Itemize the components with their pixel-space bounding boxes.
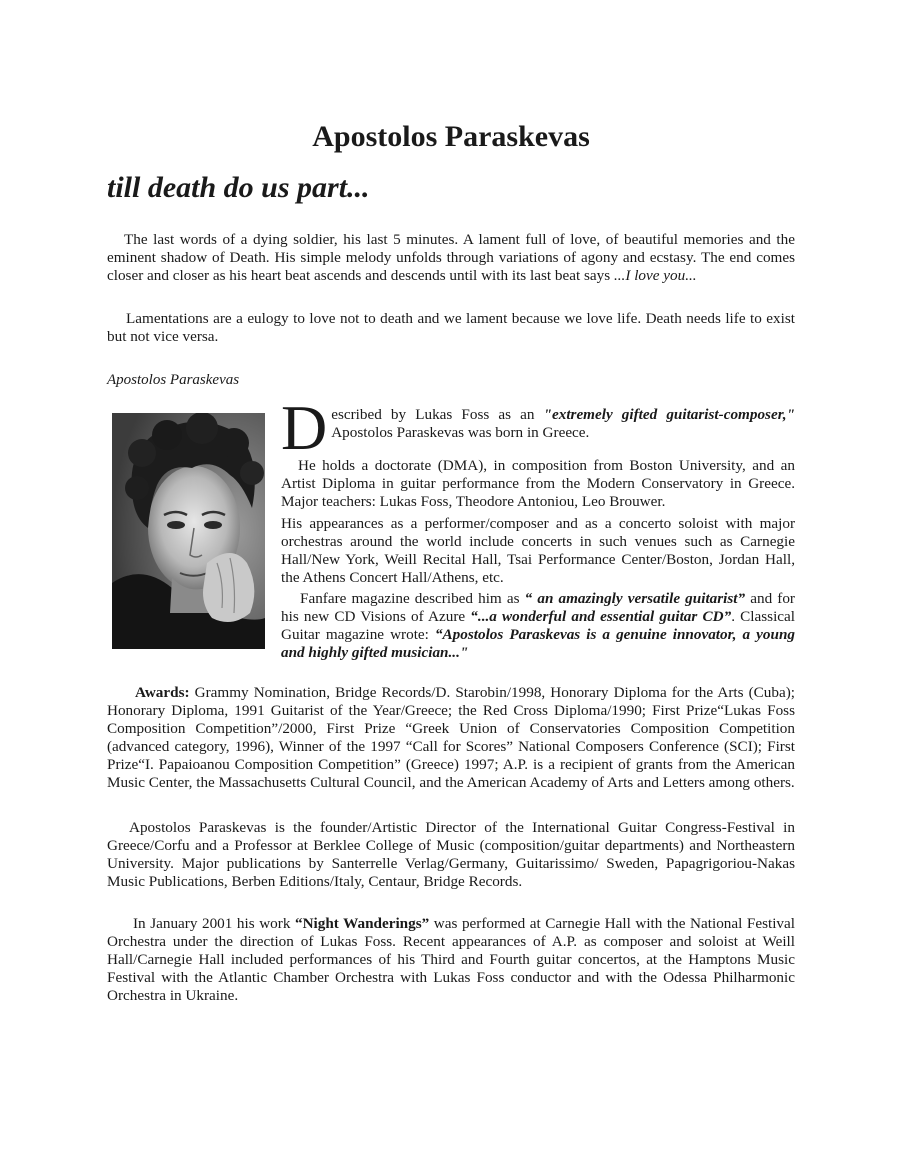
january-tail: was performed at Carnegie Hall with the National Festival Orchestra under the direction of Lukas Foss. Recent appearances of A.P. as composer and soloist at Weill Hall/Carnegie Hall included performances of his Third and Fourth guitar concertos, at the Hamptons Music Festival with the Atlantic Chamber Orchestra with Lukas Foss conductor and with the Odessa Philharmonic Orchestra in Ukraine. — [107, 915, 795, 1004]
intro-paragraph-2: Lamentations are a eulogy to love not to death and we lament because we love life. Death needs life to exist but not vice versa. — [107, 310, 795, 345]
drop-cap: D — [281, 392, 328, 463]
bio-p4-quote-3: “Apostolos Paraskevas is a genuine innovator, a young and highly gifted musician..." — [281, 626, 795, 661]
portrait-photo-graphic — [112, 413, 265, 649]
intro-paragraph-1 — [107, 231, 795, 285]
january-lead: In January 2001 his work — [133, 915, 295, 932]
portrait-photo-icon — [112, 413, 265, 649]
bio-p4-lead: Fanfare magazine described him as — [300, 590, 525, 607]
january-work-title: “Night Wanderings” — [294, 915, 430, 932]
awards-paragraph — [107, 684, 795, 792]
intro-text: The last words of a dying soldier, his last 5 minutes. A lament full of love, of beautiful memories and the eminent shadow of Death. His simple melody unfolds through variations of agony and ecstasy. The end comes closer and closer as his heart beat ascends and descends until with its last beat says — [107, 231, 795, 284]
bio-p4-quote-2: “...a wonderful and essential guitar CD” — [470, 608, 732, 625]
founder-paragraph: Apostolos Paraskevas is the founder/Artistic Director of the International Guitar Congress-Festival in Greece/Corfu and a Professor at Berklee College of Music (composition/guitar departments) and Northeastern University. Major publications by Santerrelle Verlag/Germany, Guitarissimo/ Sweden, Papagrigoriou-Nakas Music Publications, Berben Editions/Italy, Centaur, Bridge Records. — [107, 819, 795, 890]
bio-paragraph-1 — [281, 398, 795, 442]
page-title: Apostolos Paraskevas — [312, 120, 590, 153]
bio-p1-quote: "extremely gifted guitarist-composer," — [543, 406, 795, 423]
bio-paragraph-2: He holds a doctorate (DMA), in composition from Boston University, and an Artist Diploma in guitar performance from the Modern Conservatory in Greece. Major teachers: Lukas Foss, Theodore Antoniou, Leo Brouwer. — [281, 457, 795, 510]
bio-paragraph-4 — [281, 590, 795, 662]
bio-p1-tail: Apostolos Paraskevas was born in Greece. — [331, 424, 590, 441]
work-title: till death do us part... — [107, 171, 370, 204]
january-paragraph — [107, 915, 795, 1005]
awards-label: Awards: — [135, 684, 190, 701]
bio-p4-quote-1: “ an amazingly versatile guitarist” — [524, 590, 746, 607]
intro-quote: ...I love you... — [613, 267, 697, 284]
signature: Apostolos Paraskevas — [107, 372, 240, 388]
bio-p4-mid-2: . Classical Guitar magazine wrote: — [281, 608, 795, 643]
bio-p4-mid-1: and for his new CD Visions of Azure — [281, 590, 795, 625]
bio-p1-lead: escribed by Lukas Foss as an — [331, 406, 544, 423]
biography-column — [281, 392, 795, 662]
bio-paragraph-3: His appearances as a performer/composer and as a concerto soloist with major orchestras around the world include concerts in such venues such as Carnegie Hall/New York, Weill Recital Hall, Tsai Performance Center/Boston, Jordan Hall, the Athens Concert Hall/Athens, etc. — [281, 515, 795, 586]
awards-text: Grammy Nomination, Bridge Records/D. Starobin/1998, Honorary Diploma for the Arts (Cuba); Honorary Diploma, 1991 Guitarist of the Year/Greece; the Red Cross Diploma/1990; First Prize“Lukas Foss Composition Competition”/2000, First Prize “Greek Union of Conservatories Composition Competition (advanced category, 1996), Winner of the 1997 “Call for Scores” National Composers Conference (SCI); First Prize“I. Papaioanou Composition Competition” (Greece) 1997; A.P. is a recipient of grants from the American Music Center, the Massachusetts Cultural Council, and the American Academy of Arts and Letters among others. — [107, 684, 795, 791]
